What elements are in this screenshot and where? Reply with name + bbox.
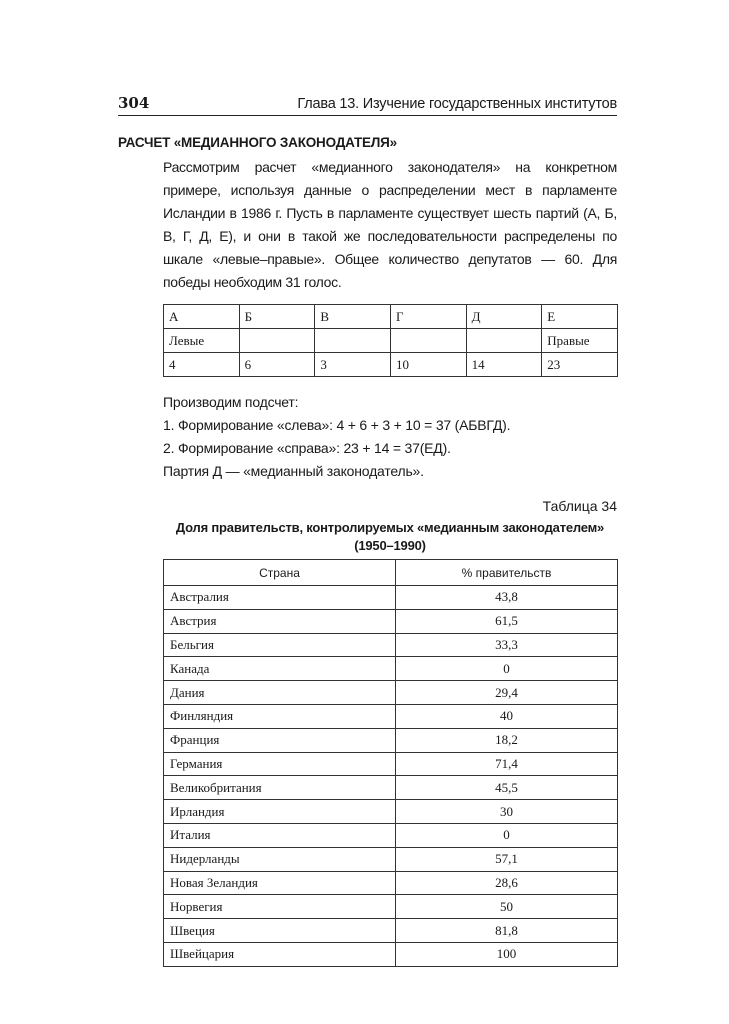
percent-cell: 45,5	[396, 776, 618, 800]
percent-cell: 33,3	[396, 633, 618, 657]
country-cell: Новая Зеландия	[164, 871, 396, 895]
table-title	[163, 519, 617, 555]
table-row	[164, 353, 618, 377]
table-row	[164, 657, 618, 681]
running-title: Глава 13. Изучение государственных институтов	[297, 96, 617, 112]
percent-cell: 81,8	[396, 919, 618, 943]
table-row	[164, 800, 618, 824]
percent-cell: 28,6	[396, 871, 618, 895]
table-row	[164, 871, 618, 895]
table-row	[164, 305, 618, 329]
table-cell: Правые	[542, 329, 618, 353]
table-row	[164, 776, 618, 800]
page-number: 304	[118, 94, 150, 112]
country-cell: Франция	[164, 728, 396, 752]
table-row	[164, 586, 618, 610]
percent-cell: 0	[396, 657, 618, 681]
country-cell: Дания	[164, 681, 396, 705]
section-heading: РАСЧЕТ «МЕДИАННОГО ЗАКОНОДАТЕЛЯ»	[118, 135, 397, 150]
calc-line: Партия Д — «медианный законодатель».	[163, 463, 424, 479]
percent-cell: 0	[396, 823, 618, 847]
table-cell: Е	[542, 305, 618, 329]
table-cell: В	[315, 305, 391, 329]
percent-cell: 71,4	[396, 752, 618, 776]
table-row	[164, 823, 618, 847]
percent-cell: 50	[396, 895, 618, 919]
percent-cell: 61,5	[396, 609, 618, 633]
country-cell: Бельгия	[164, 633, 396, 657]
table-cell	[390, 329, 466, 353]
table-row	[164, 847, 618, 871]
table-row	[164, 728, 618, 752]
table-row	[164, 942, 618, 966]
calc-line: 2. Формирование «справа»: 23 + 14 = 37(ЕД).	[163, 440, 451, 456]
table-row	[164, 919, 618, 943]
header-country: Страна	[164, 560, 396, 586]
table-cell: 10	[390, 353, 466, 377]
table-title-line: Доля правительств, контролируемых «медианным законодателем»	[175, 520, 605, 535]
percent-cell: 29,4	[396, 681, 618, 705]
table-cell: Г	[390, 305, 466, 329]
table-cell: 23	[542, 353, 618, 377]
percent-cell: 100	[396, 942, 618, 966]
table-row	[164, 895, 618, 919]
table-cell: 6	[239, 353, 315, 377]
country-cell: Австрия	[164, 609, 396, 633]
table-cell	[239, 329, 315, 353]
median-legislator-table	[163, 559, 618, 967]
body-paragraph: Рассмотрим расчет «медианного законодателя» на конкретном примере, используя данные о распределении мест в парламенте Исландии в 1986 г. Пусть в парламенте существует шесть партий (А, Б, В, Г, Д, Е), и они в такой же последовательности распределены по шкале «левые–правые». Общее количество депутатов — 60. Для победы необходим 31 голос.	[163, 159, 617, 290]
table-row	[164, 329, 618, 353]
table-row	[164, 752, 618, 776]
country-cell: Швейцария	[164, 942, 396, 966]
country-cell: Финляндия	[164, 704, 396, 728]
table-cell	[466, 329, 542, 353]
country-cell: Нидерланды	[164, 847, 396, 871]
table-cell: Д	[466, 305, 542, 329]
table-header-row	[164, 560, 618, 586]
country-cell: Великобритания	[164, 776, 396, 800]
table-cell: Б	[239, 305, 315, 329]
table-row	[164, 633, 618, 657]
percent-cell: 43,8	[396, 586, 618, 610]
calc-line: Производим подсчет:	[163, 394, 299, 410]
table-row	[164, 704, 618, 728]
table-title-years: (1950–1990)	[354, 538, 426, 553]
table-caption: Таблица 34	[542, 498, 617, 514]
country-cell: Италия	[164, 823, 396, 847]
percent-cell: 57,1	[396, 847, 618, 871]
table-cell	[315, 329, 391, 353]
country-cell: Канада	[164, 657, 396, 681]
table-row	[164, 681, 618, 705]
page-header	[118, 94, 617, 116]
party-table	[163, 304, 618, 377]
country-cell: Австралия	[164, 586, 396, 610]
table-cell: 14	[466, 353, 542, 377]
header-percent: % правительств	[396, 560, 618, 586]
calc-line: 1. Формирование «слева»: 4 + 6 + 3 + 10 = 37 (АБВГД).	[163, 417, 511, 433]
page	[118, 0, 617, 967]
calculation-block	[163, 391, 617, 483]
country-cell: Ирландия	[164, 800, 396, 824]
percent-cell: 40	[396, 704, 618, 728]
country-cell: Швеция	[164, 919, 396, 943]
percent-cell: 30	[396, 800, 618, 824]
body	[163, 156, 617, 967]
table-cell: 3	[315, 353, 391, 377]
country-cell: Германия	[164, 752, 396, 776]
table-row	[164, 609, 618, 633]
percent-cell: 18,2	[396, 728, 618, 752]
table-cell: А	[164, 305, 240, 329]
table-cell: 4	[164, 353, 240, 377]
country-cell: Норвегия	[164, 895, 396, 919]
table-cell: Левые	[164, 329, 240, 353]
